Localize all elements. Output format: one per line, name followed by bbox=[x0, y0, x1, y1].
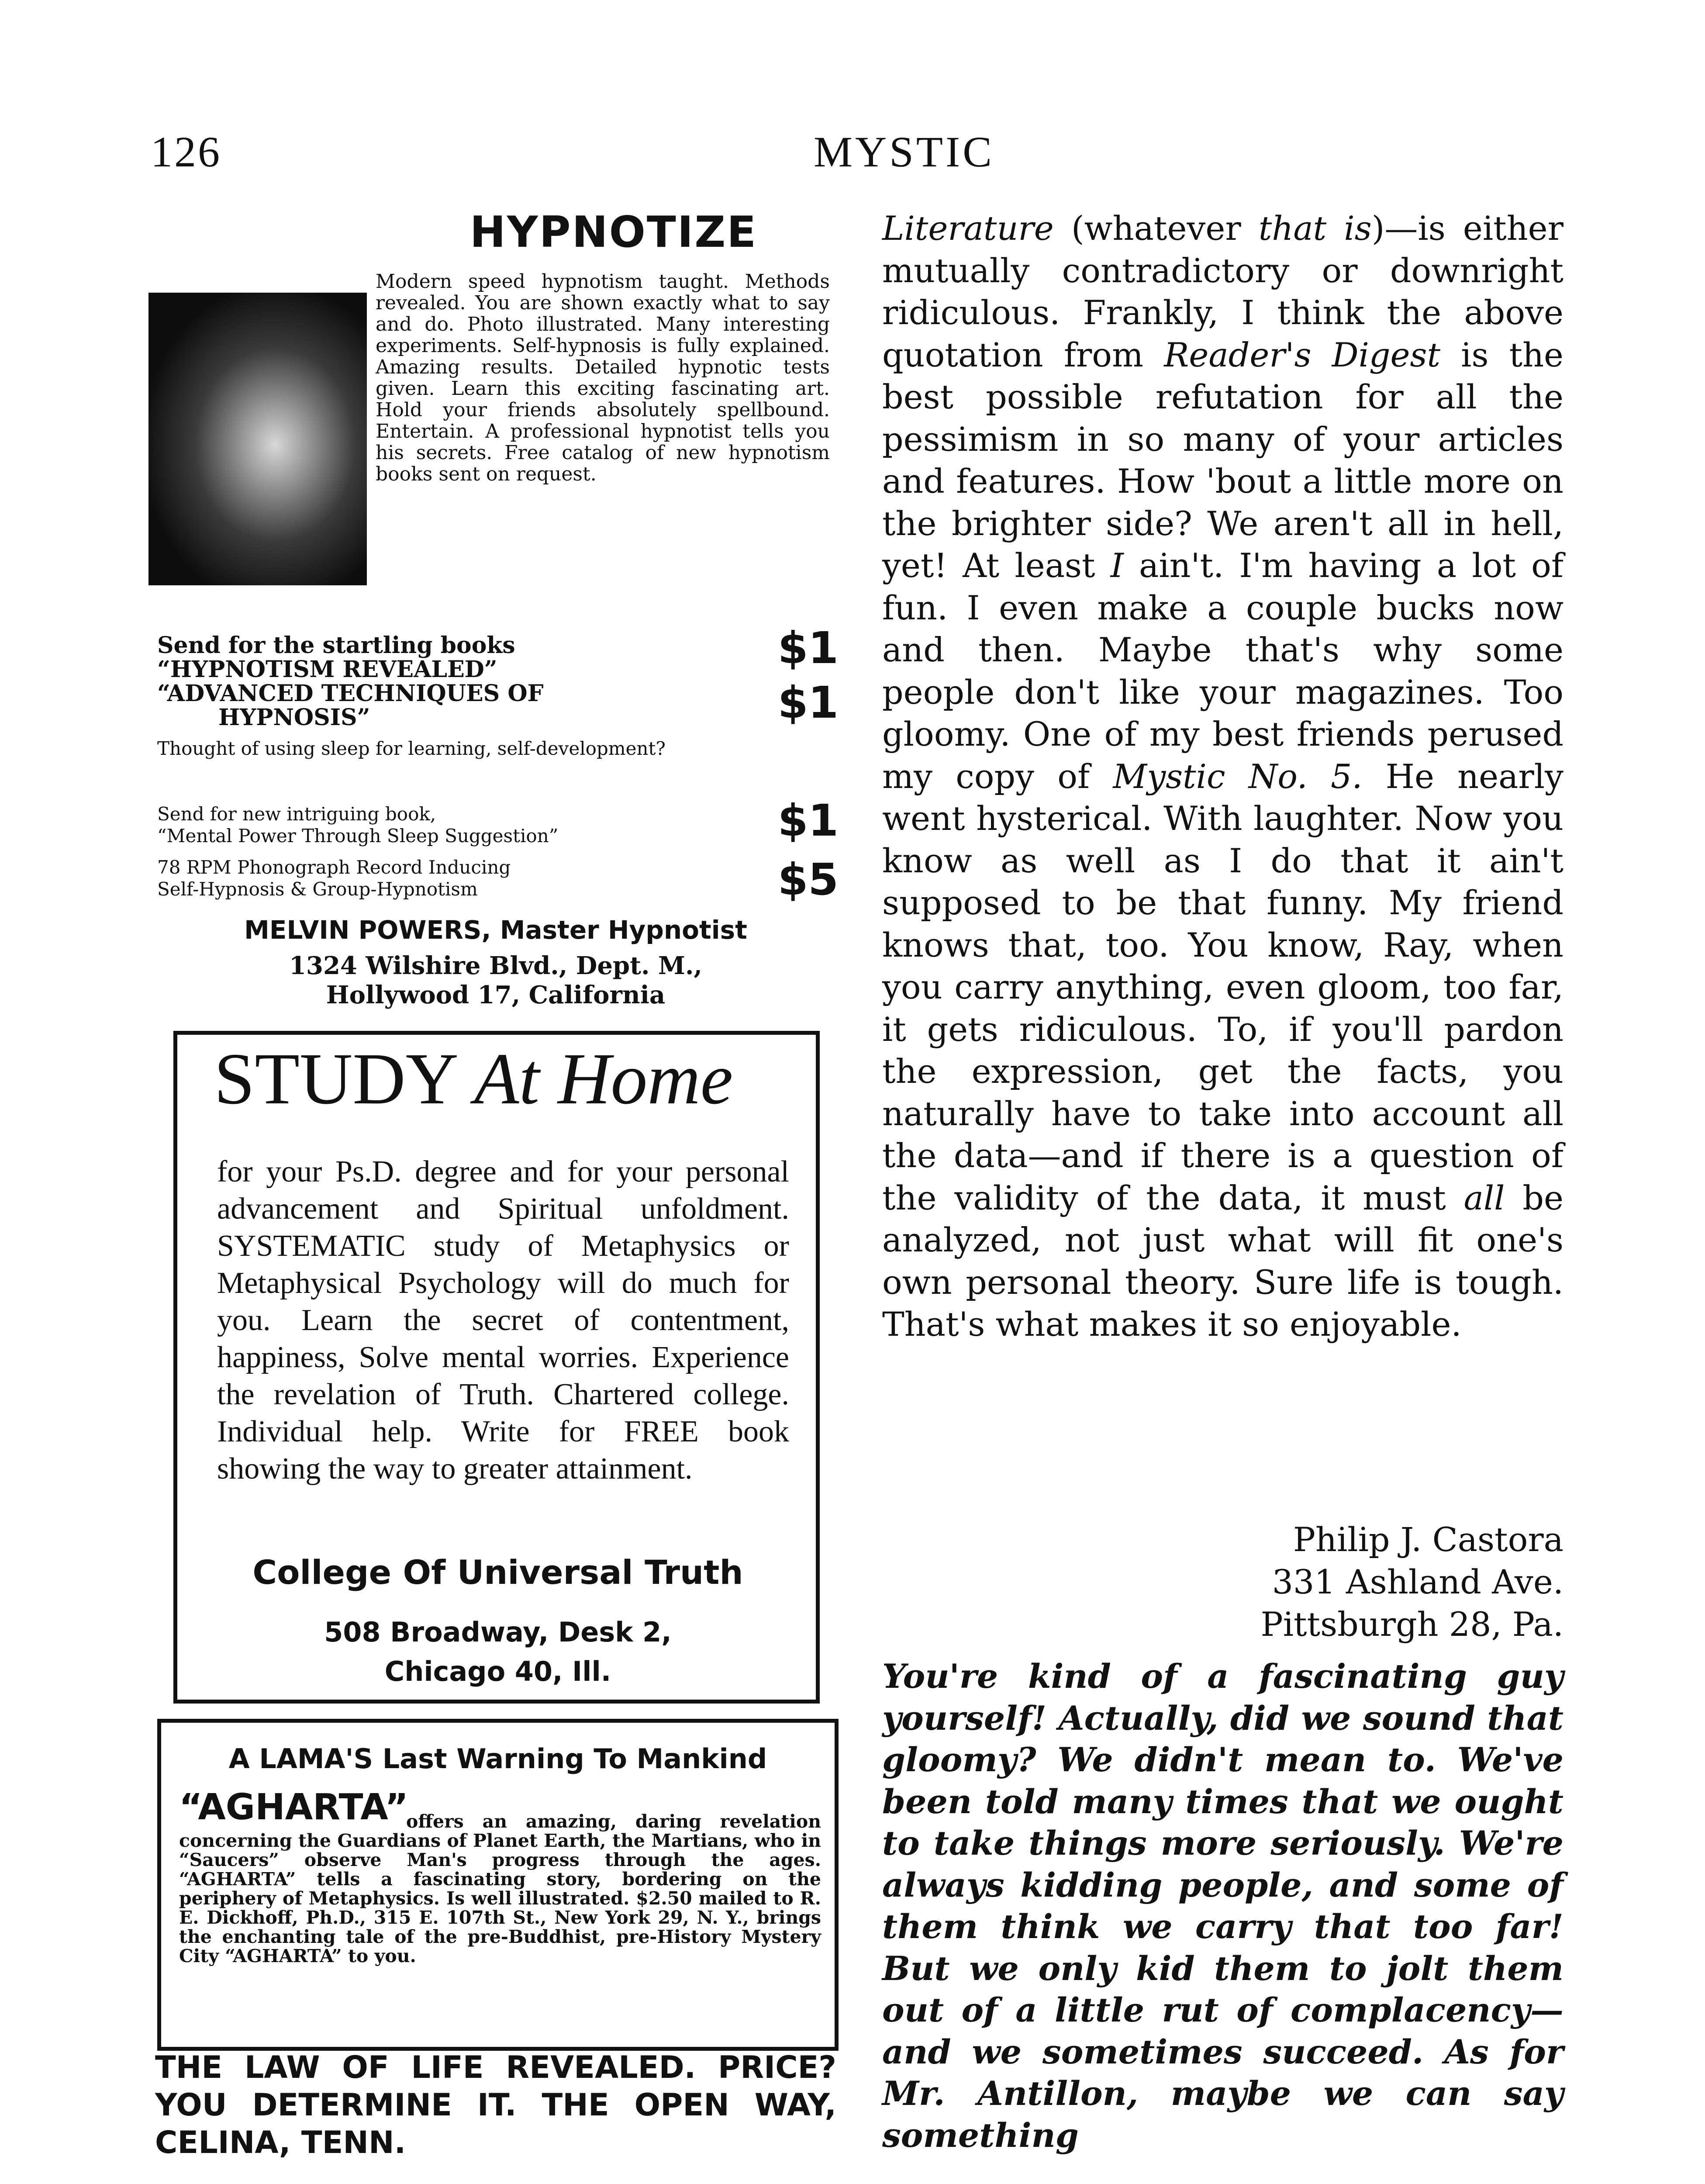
letter-text-4: ain't. I'm having a lot of fun. I even make a couple bucks now and then. Maybe that's why some people don't like your magazines. Too gloomy. One of my best friends perused my copy of bbox=[882, 546, 1563, 796]
advertiser-name: MELVIN POWERS, Master Hypnotist bbox=[244, 915, 747, 945]
hypnotize-ad-title: HYPNOTIZE bbox=[469, 207, 758, 257]
letter-body bbox=[882, 207, 1563, 1346]
running-head: MYSTIC bbox=[814, 128, 994, 176]
study-ad-address-line-1: 508 Broadway, Desk 2, bbox=[324, 1616, 672, 1648]
books-offer-line-1: Send for the startling books bbox=[157, 632, 515, 659]
letter-italic-2: that is bbox=[1258, 209, 1372, 248]
sleep-book-line-2: “Mental Power Through Sleep Suggestion” bbox=[157, 825, 559, 847]
letter-italic-1: Literature bbox=[882, 209, 1054, 248]
sleep-book-line-1: Send for new intriguing book, bbox=[157, 803, 436, 825]
law-of-life-ad: THE LAW OF LIFE REVEALED. PRICE? YOU DETERMINE IT. THE OPEN WAY, CELINA, TENN. bbox=[155, 2049, 836, 2160]
books-offer-line-2: “HYPNOTISM REVEALED” bbox=[157, 656, 497, 683]
hypnotist-photo bbox=[148, 293, 367, 585]
study-ad-title bbox=[214, 1035, 795, 1123]
letter-italic-3: Reader's Digest bbox=[1164, 335, 1441, 374]
lama-ad-body bbox=[179, 1808, 821, 1966]
letter-text-2: )—is either mutually contradictory or downright ridiculous. Frankly, I think the above quotation from bbox=[882, 209, 1563, 374]
signature-city: Pittsburgh 28, Pa. bbox=[1260, 1605, 1563, 1644]
signature-street: 331 Ashland Ave. bbox=[1272, 1562, 1563, 1601]
price-1: $1 bbox=[777, 622, 839, 674]
lama-ad-text: offers an amazing, daring revelation concerning the Guardians of Planet Earth, the Martians, who in “Saucers” observe Man's progress through the ages. “AGHARTA” tells a fascinating story, bordering on the periphery of Metaphysics. Is well illustrated. $2.50 mailed to R. E. Dickhoff, Ph.D., 315 E. 107th St., New York 29, N. Y., brings the enchanting tale of the pre-Buddhist, pre-History Mystery City “AGHARTA” to you. bbox=[179, 1811, 821, 1966]
price-3: $1 bbox=[777, 795, 839, 846]
letter-text-3: is the best possible refutation for all the pessimism in so many of your articles and features. How 'bout a little more on the brighter side? We aren't all in hell, yet! At least bbox=[882, 335, 1563, 585]
letter-italic-6: all bbox=[1463, 1178, 1505, 1217]
record-line-1: 78 RPM Phonograph Record Inducing bbox=[157, 857, 511, 878]
study-title-italic: At Home bbox=[474, 1038, 733, 1120]
letter-text-5: He nearly went hysterical. With laughter. Now you know as well as I do that it ain't supposed to be that funny. My friend knows that, too. You know, Ray, when you carry anything, even gloom, too far, it gets ridiculous. To, if you'll pardon the expression, get the facts, you naturally have to take into account all the data—and if there is a question of the validity of the data, it must bbox=[882, 757, 1563, 1217]
letter-italic-4: I bbox=[1110, 546, 1124, 585]
letter-text-6: be analyzed, not just what will fit one's own personal theory. Sure life is tough. That's what makes it so enjoyable. bbox=[882, 1178, 1563, 1344]
study-ad-body: for your Ps.D. degree and for your personal advancement and Spiritual unfoldment. SYSTEMATIC study of Metaphysics or Metaphysical Psychology will do much for you. Learn the secret of contentment, happiness, Solve mental worries. Experience the revelation of Truth. Chartered college. Individual help. Write for FREE book showing the way to greater attainment. bbox=[217, 1155, 789, 1486]
study-title-main: STUDY bbox=[214, 1038, 456, 1120]
letter-italic-5: Mystic No. 5. bbox=[1113, 757, 1363, 796]
record-line-2: Self-Hypnosis & Group-Hypnotism bbox=[157, 878, 478, 900]
signature-name: Philip J. Castora bbox=[1293, 1520, 1563, 1559]
books-offer-line-3: “ADVANCED TECHNIQUES OF bbox=[157, 680, 544, 707]
advertiser-address-line-1: 1324 Wilshire Blvd., Dept. M., bbox=[289, 951, 702, 980]
price-2: $1 bbox=[777, 677, 839, 728]
editor-reply: You're kind of a fascinating guy yourself! Actually, did we sound that gloomy? We didn't mean to. We've been told many times that we ought to take things more seriously. We're always kidding people, and some of them think we carry that too far! But we only kid them to jolt them out of a little rut of complacency—and we sometimes succeed. As for Mr. Antillon, maybe we can say something bbox=[882, 1657, 1563, 2155]
page-number: 126 bbox=[151, 128, 221, 176]
study-ad-college: College Of Universal Truth bbox=[252, 1553, 743, 1592]
study-ad-address-line-2: Chicago 40, Ill. bbox=[384, 1655, 611, 1687]
agharta-title: “AGHARTA” bbox=[179, 1787, 409, 1828]
lama-ad-title: A LAMA'S Last Warning To Mankind bbox=[228, 1743, 767, 1775]
advertiser-address-line-2: Hollywood 17, California bbox=[326, 981, 666, 1009]
price-4: $5 bbox=[777, 854, 839, 905]
letter-text-1: (whatever bbox=[1053, 209, 1259, 248]
books-offer-line-4: HYPNOSIS” bbox=[218, 704, 370, 731]
hypnotize-ad-body: Modern speed hypnotism taught. Methods revealed. You are shown exactly what to say and do. Photo illustrated. Many interesting experiments. Self-hypnosis is fully explained. Amazing results. Detailed hypnotic tests given. Learn this exciting fascinating art. Hold your friends absolutely spellbound. Entertain. A professional hypnotist tells you his secrets. Free catalog of new hypnotism books sent on request. bbox=[376, 270, 830, 485]
sleep-learning-question: Thought of using sleep for learning, self-development? bbox=[157, 738, 666, 759]
